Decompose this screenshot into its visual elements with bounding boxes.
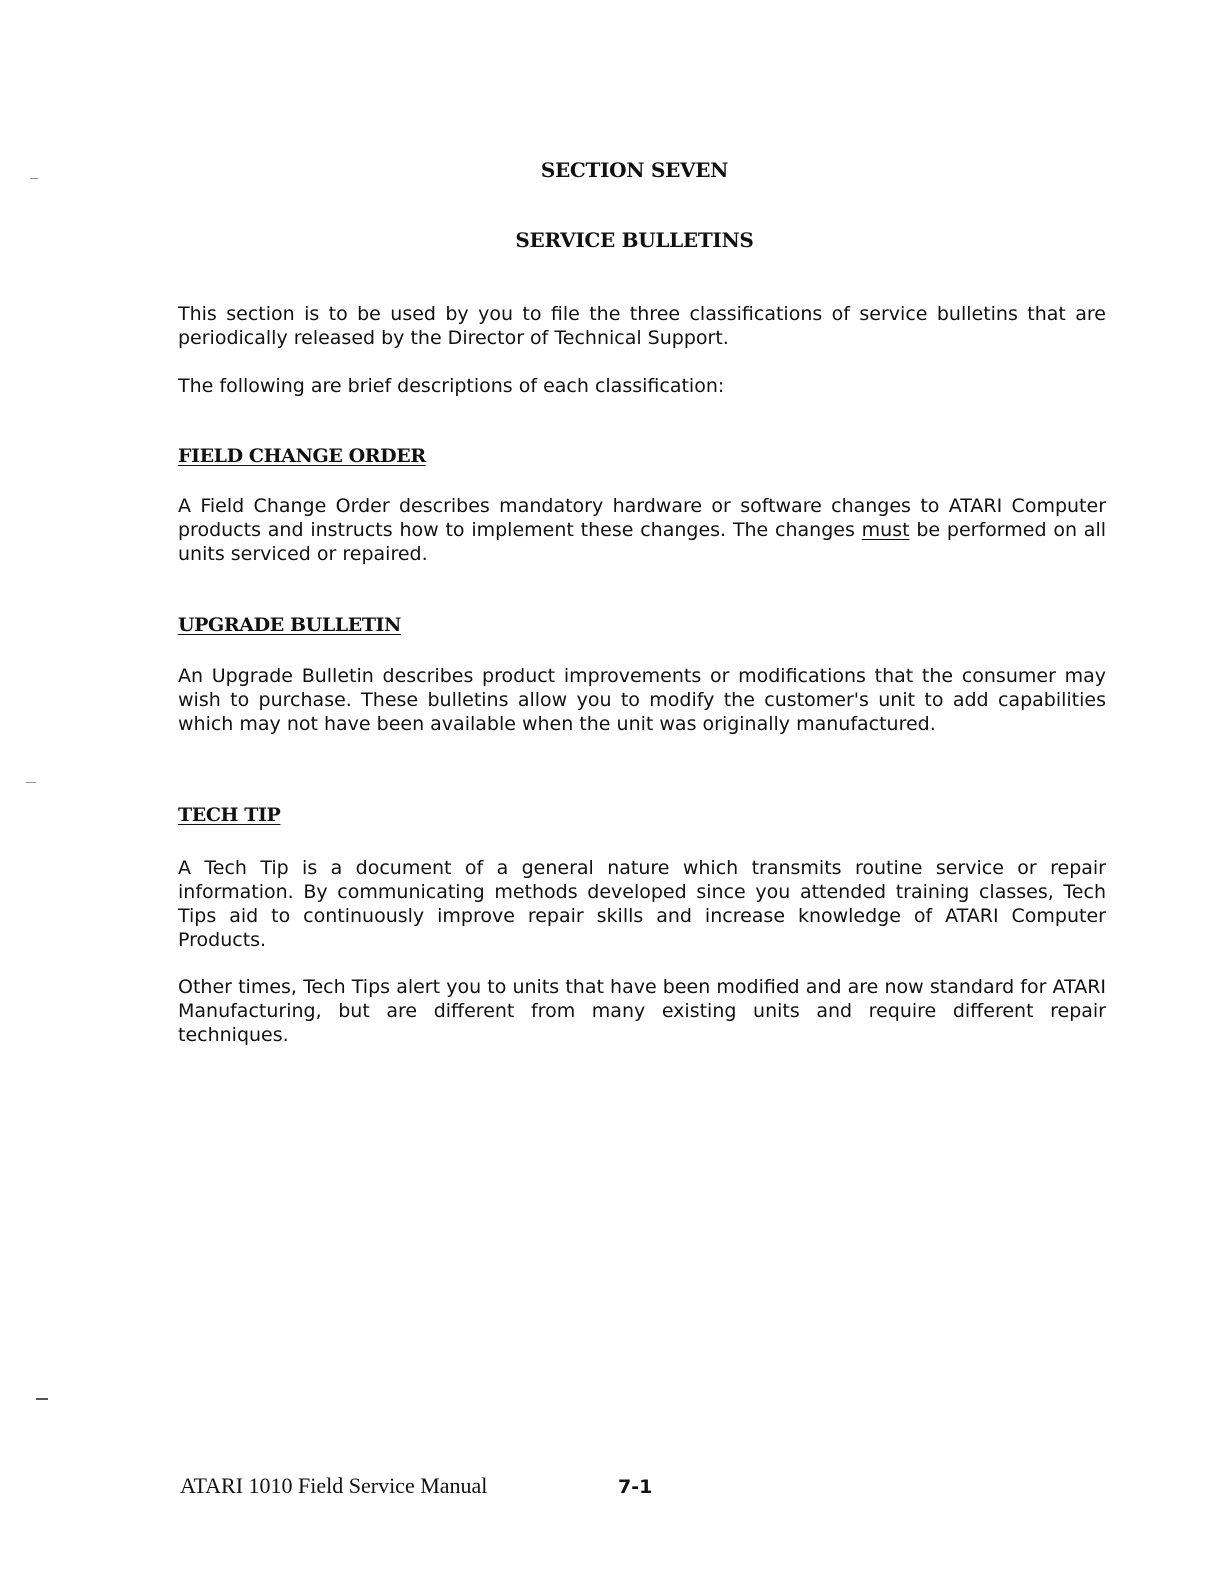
intro-list-lead: The following are brief descriptions of each classification:: [178, 375, 725, 397]
tech-tip-heading: TECH TIP: [178, 804, 281, 826]
tech-tip-paragraph-1: A Tech Tip is a document of a general nature which transmits routine service or repair information. By communicating methods developed since you attended training classes, Tech Tips aid to continuously improve repair skills and increase knowledge of ATARI Computer Products.: [178, 857, 1106, 951]
footer-manual-title: ATARI 1010 Field Service Manual: [180, 1473, 488, 1498]
scan-mark: [26, 782, 36, 783]
section-title: SECTION SEVEN: [540, 158, 729, 182]
intro-paragraph: This section is to be used by you to file the three classifications of service bulletins that are periodically released by the Director of Technical Support.: [178, 303, 1106, 349]
footer-page-number: 7-1: [618, 1476, 653, 1498]
scan-mark: [30, 178, 38, 179]
fco-text-after: be performed on all units serviced or repaired.: [178, 519, 1107, 565]
section-subtitle: SERVICE BULLETINS: [515, 228, 754, 252]
scan-mark: [36, 1398, 48, 1400]
tech-tip-paragraph-2: Other times, Tech Tips alert you to units that have been modified and are now standard for ATARI Manufacturing, but are different from many existing units and require different repair techniques.: [178, 976, 1106, 1046]
field-change-order-paragraph: [178, 494, 1106, 566]
upgrade-bulletin-heading: UPGRADE BULLETIN: [178, 614, 402, 636]
field-change-order-heading: FIELD CHANGE ORDER: [178, 445, 426, 467]
upgrade-bulletin-paragraph: An Upgrade Bulletin describes product improvements or modifications that the consumer may wish to purchase. These bulletins allow you to modify the customer's unit to add capabilities which may not have been available when the unit was originally manufactured.: [178, 665, 1106, 735]
fco-text-before: A Field Change Order describes mandatory hardware or software changes to ATARI Computer products and instructs how to implement these changes. The changes: [178, 495, 1106, 541]
fco-emphasis: must: [861, 519, 910, 541]
